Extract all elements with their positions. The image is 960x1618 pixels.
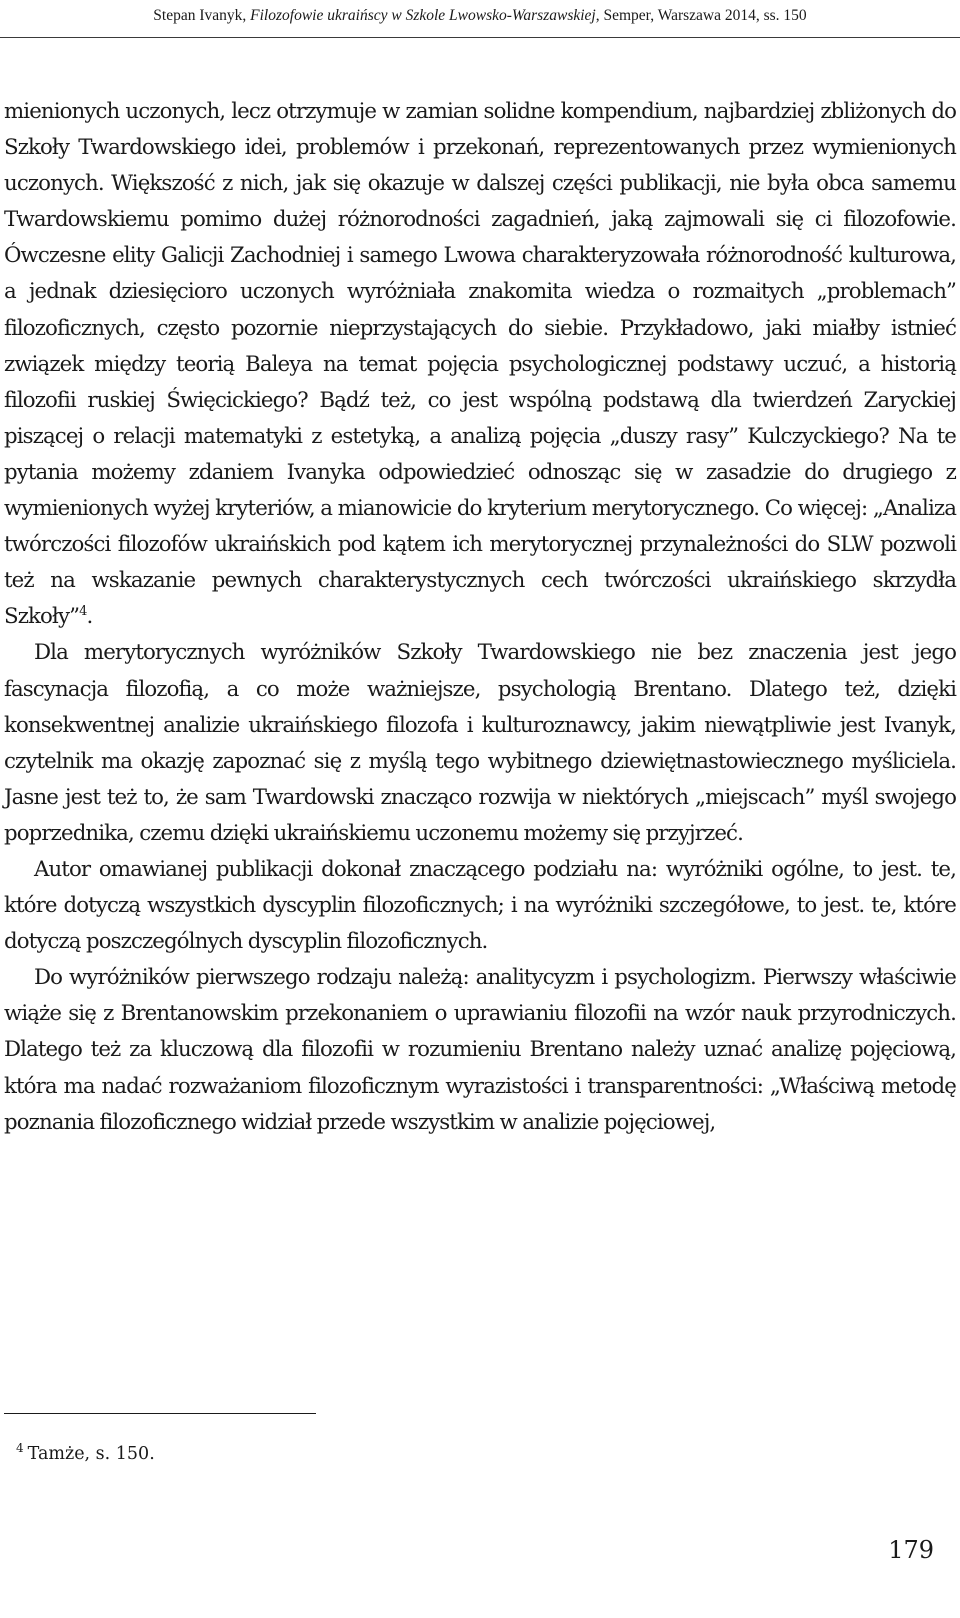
paragraph-4: Do wyróżników pierwszego rodzaju należą: analitycyzm i psychologizm. Pierwszy właściwie wiąże się z Brentanowskim przekonaniem o uprawianiu filozofii na wzór nauk przyrodniczych. Dlatego też za kluczową dla filozofii w rozumieniu Brentano należy uznać analizę pojęciową, która ma nadać rozważaniom filozoficznym wyrazistości i transparentności: „Właściwą metodę poznania filozoficznego widział przede wszystkim w analizie pojęciowej, [4,965,956,1135]
paragraph-1-end: . [86,604,93,630]
running-header [0,6,960,26]
body-text [4,94,956,1141]
footnote-marker: 4 [16,1441,24,1456]
header-book-title: Filozofowie ukraińscy w Szkole Lwowsko-Warszawskiej [250,7,596,24]
footnote [16,1442,155,1466]
paragraph-2: Dla merytorycznych wyróżników Szkoły Twardowskiego nie bez znaczenia jest jego fascynacja filozofią, a co może ważniejsze, psychologią Brentano. Dlatego też, dzięki konsekwentnej analizie ukraińskiego filozofa i kulturoznawcy, jakim niewątpliwie jest Ivanyk, czytelnik ma okazję zapoznać się z myślą tego wybitnego dziewiętnastowiecznego myśliciela. Jasne jest też to, że sam Twardowski znacząco rozwija w niektórych „miejscach” myśl swojego poprzednika, czemu dzięki ukraińskiemu uczonemu możemy się przyjrzeć. [4,640,956,846]
footnote-reference[interactable]: 4 [79,604,87,620]
footnote-rule [4,1413,316,1414]
paragraph-1-text: mienionych uczonych, lecz otrzymuje w zamian solidne kompendium, najbardziej zbliżonych do Szkoły Twardowskiego idei, problemów i przekonań, reprezentowanych przez wymienionych uczonych. Większość z nich, jak się okazuje w dalszej części publikacji, nie była obca samemu Twardowskiemu pomimo dużej różnorodności zagadnień, jaką zajmowali się ci filozofowie. Ówczesne elity Galicji Zachodniej i samego Lwowa charakteryzowała różnorodność kulturowa, a jednak dziesięcioro uczonych wyróżniała znakomita wiedza o rozmaitych „problemach” filozoficznych, często pozornie nieprzystających do siebie. Przykładowo, jaki miałby istnieć związek między teorią Baleya na temat pojęcia psychologicznej podstawy uczuć, a historią filozofii ruskiej Święcickiego? Bądź też, co jest wspólną podstawą dla twierdzeń Zaryckiej piszącej o relacji matematyki z estetyką, a analizą pojęcia „duszy rasy” Kulczyckiego? Na te pytania możemy zdaniem Ivanyka odpowiedzieć odnosząc się w zasadzie do drugiego z wymienionych wyżej kryteriów, a mianowicie do kryterium merytorycznego. Co więcej: „Analiza twórczości filozofów ukraińskich pod kątem ich merytorycznej przynależności do SLW pozwoli też na wskazanie pewnych charakterystycznych cech twórczości ukraińskiego skrzydła Szkoły” [4,99,956,630]
paragraph-1 [4,94,956,635]
footnote-text: Tamże, s. 150. [27,1444,155,1464]
page-number: 179 [888,1536,934,1564]
header-rule [0,37,960,38]
header-publication-info: , Semper, Warszawa 2014, ss. 150 [595,7,807,24]
paragraph-3: Autor omawianej publikacji dokonał znaczącego podziału na: wyróżniki ogólne, to jest. te, które dotyczą wszystkich dyscyplin filozoficznych; i na wyróżniki szczegółowe, to jest. te, które dotyczą poszczególnych dyscyplin filozoficznych. [4,856,956,955]
header-author: Stepan Ivanyk, [153,7,251,24]
